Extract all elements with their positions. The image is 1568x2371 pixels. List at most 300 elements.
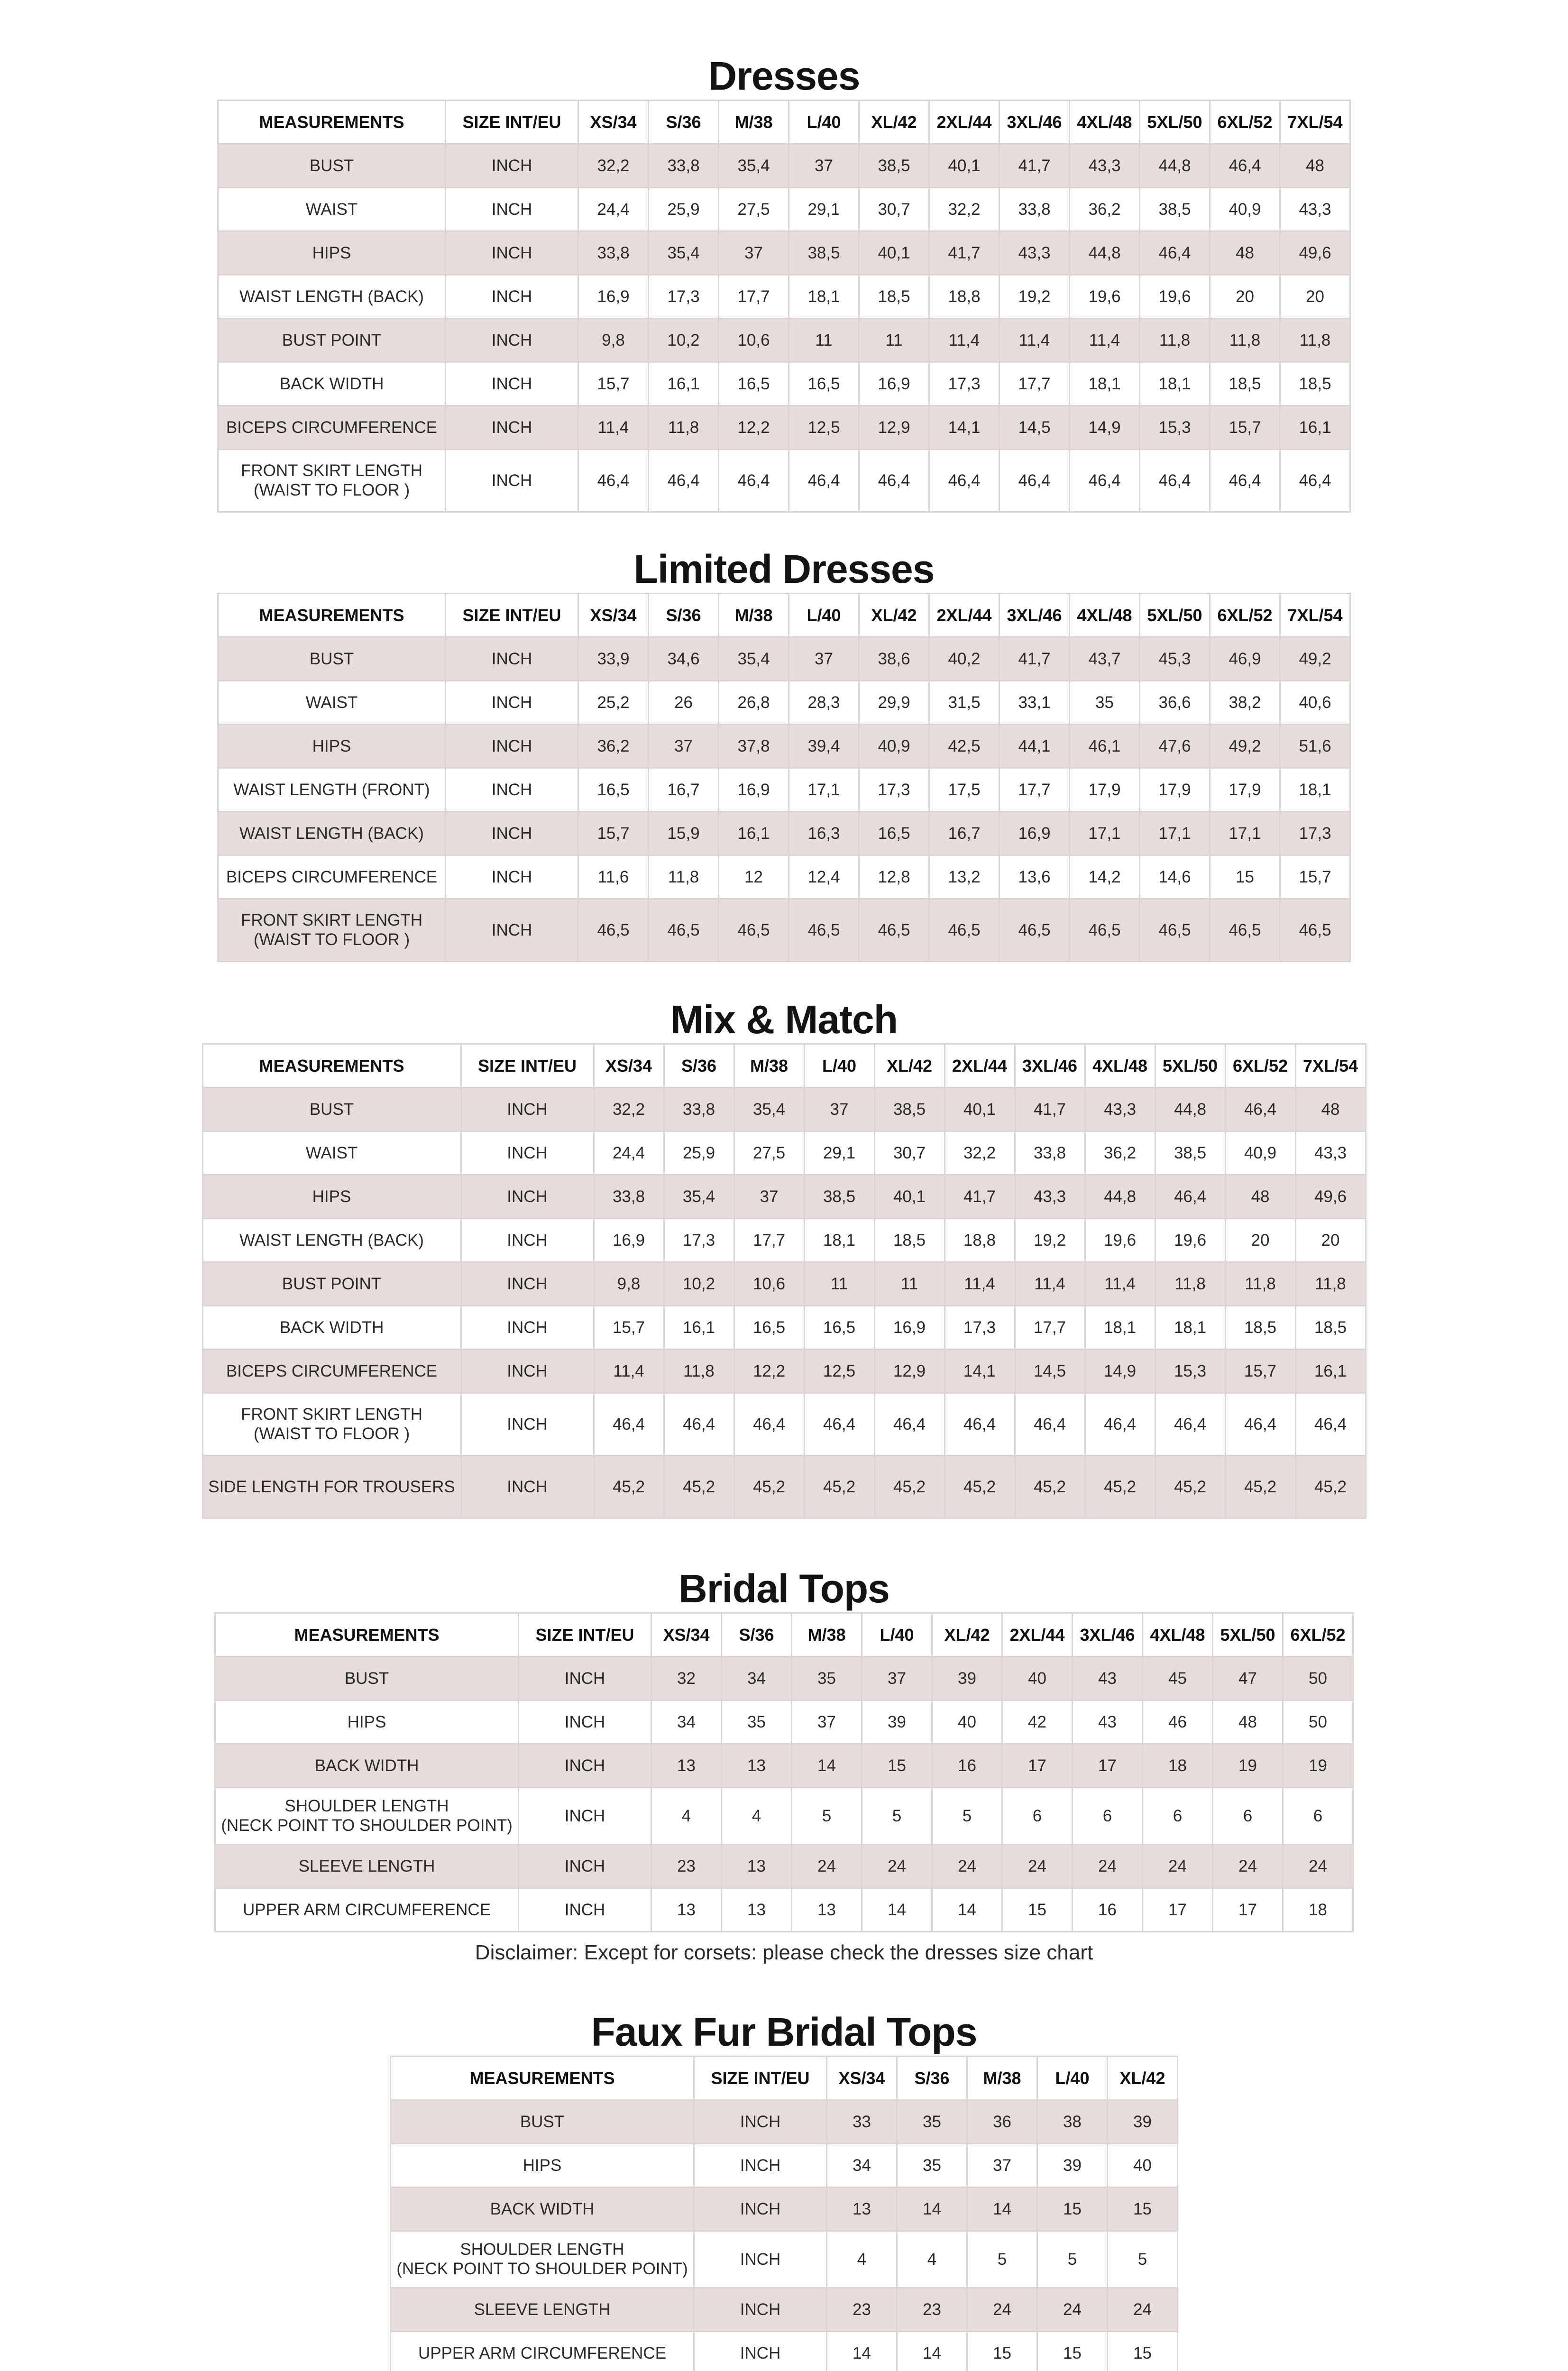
value-cell: 46,4 [1085, 1393, 1155, 1456]
value-cell: 11,4 [999, 319, 1070, 362]
value-cell: 24 [932, 1845, 1002, 1888]
table-row [215, 1788, 1353, 1845]
value-cell: 46,4 [874, 1393, 944, 1456]
measurement-label: SHOULDER LENGTH (NECK POINT TO SHOULDER POINT) [215, 1788, 519, 1845]
table-row [202, 1219, 1366, 1262]
value-cell: 9,8 [594, 1262, 664, 1306]
value-cell: 40,1 [859, 231, 929, 275]
value-cell: 17,7 [719, 275, 789, 319]
unit-cell: INCH [461, 1306, 594, 1350]
unit-cell: INCH [461, 1393, 594, 1456]
value-cell: 33,1 [999, 681, 1070, 725]
value-cell: 40,9 [859, 725, 929, 768]
value-cell: 49,2 [1210, 725, 1280, 768]
value-cell: 14 [792, 1744, 862, 1788]
measurement-label: HIPS [218, 725, 446, 768]
value-cell: 17,7 [1015, 1306, 1085, 1350]
value-cell: 41,7 [1015, 1088, 1085, 1131]
section-dresses [0, 52, 1568, 513]
value-cell: 37 [719, 231, 789, 275]
value-cell: 24 [1073, 1845, 1143, 1888]
value-cell: 5 [862, 1788, 932, 1845]
value-cell: 11,4 [1085, 1262, 1155, 1306]
value-cell: 37 [862, 1657, 932, 1700]
value-cell: 16,5 [734, 1306, 804, 1350]
value-cell: 50 [1283, 1657, 1353, 1700]
measurement-label: BUST [218, 637, 446, 681]
value-cell: 46,5 [1280, 899, 1350, 962]
value-cell: 45,2 [1015, 1456, 1085, 1518]
value-cell: 35 [897, 2144, 967, 2187]
value-cell: 18,5 [1225, 1306, 1295, 1350]
value-cell: 20 [1280, 275, 1350, 319]
value-cell: 11,8 [1155, 1262, 1225, 1306]
column-header: 3XL/46 [999, 594, 1070, 637]
column-header: M/38 [967, 2057, 1037, 2100]
value-cell: 35 [792, 1657, 862, 1700]
value-cell: 43,7 [1070, 637, 1140, 681]
value-cell: 17,7 [999, 362, 1070, 406]
value-cell: 20 [1210, 275, 1280, 319]
value-cell: 18,1 [1280, 768, 1350, 812]
size-table [217, 593, 1351, 962]
table-row [202, 1393, 1366, 1456]
table-row [202, 1131, 1366, 1175]
value-cell: 15 [967, 2332, 1037, 2371]
column-header: MEASUREMENTS [202, 1044, 461, 1088]
value-cell: 13 [827, 2187, 897, 2231]
value-cell: 15,7 [1225, 1350, 1295, 1393]
value-cell: 13 [651, 1744, 722, 1788]
value-cell: 20 [1295, 1219, 1366, 1262]
table-row [391, 2187, 1178, 2231]
measurement-label: FRONT SKIRT LENGTH (WAIST TO FLOOR ) [202, 1393, 461, 1456]
unit-cell: INCH [694, 2187, 827, 2231]
column-header: MEASUREMENTS [218, 594, 446, 637]
value-cell: 46,4 [944, 1393, 1015, 1456]
value-cell: 44,1 [999, 725, 1070, 768]
value-cell: 46,5 [719, 899, 789, 962]
value-cell: 39 [862, 1700, 932, 1744]
value-cell: 40,9 [1225, 1131, 1295, 1175]
value-cell: 46,4 [1140, 231, 1210, 275]
value-cell: 33,9 [578, 637, 649, 681]
value-cell: 35 [897, 2100, 967, 2144]
table-row [218, 637, 1350, 681]
header-row [218, 594, 1350, 637]
value-cell: 13 [722, 1845, 792, 1888]
measurement-label: BUST POINT [202, 1262, 461, 1306]
value-cell: 16,5 [789, 362, 859, 406]
value-cell: 19,6 [1070, 275, 1140, 319]
value-cell: 46,4 [789, 450, 859, 512]
column-header: L/40 [789, 101, 859, 144]
value-cell: 6 [1002, 1788, 1073, 1845]
value-cell: 17,3 [1280, 812, 1350, 855]
value-cell: 46,5 [649, 899, 719, 962]
column-header: 5XL/50 [1140, 594, 1210, 637]
table-row [391, 2231, 1178, 2288]
value-cell: 24 [1037, 2288, 1108, 2332]
value-cell: 12,5 [789, 406, 859, 450]
value-cell: 12,2 [719, 406, 789, 450]
value-cell: 13 [722, 1744, 792, 1788]
section-faux-fur-bridal-tops [0, 2008, 1568, 2371]
value-cell: 49,6 [1295, 1175, 1366, 1219]
value-cell: 46,4 [1225, 1393, 1295, 1456]
header-row [218, 101, 1350, 144]
value-cell: 45,2 [944, 1456, 1015, 1518]
section-title: Dresses [708, 54, 860, 98]
value-cell: 48 [1295, 1088, 1366, 1131]
table-row [215, 1700, 1353, 1744]
value-cell: 50 [1283, 1700, 1353, 1744]
unit-cell: INCH [461, 1456, 594, 1518]
value-cell: 37 [789, 637, 859, 681]
value-cell: 19,6 [1140, 275, 1210, 319]
table-row [218, 231, 1350, 275]
value-cell: 18,5 [859, 275, 929, 319]
value-cell: 43,3 [999, 231, 1070, 275]
value-cell: 48 [1210, 231, 1280, 275]
value-cell: 46,1 [1070, 725, 1140, 768]
value-cell: 5 [1037, 2231, 1108, 2288]
value-cell: 16,5 [859, 812, 929, 855]
value-cell: 43,3 [1295, 1131, 1366, 1175]
value-cell: 14,5 [1015, 1350, 1085, 1393]
value-cell: 32,2 [929, 188, 999, 231]
value-cell: 11,8 [649, 406, 719, 450]
column-header: 5XL/50 [1155, 1044, 1225, 1088]
value-cell: 46,5 [1140, 899, 1210, 962]
value-cell: 15 [1108, 2332, 1178, 2371]
value-cell: 16,5 [719, 362, 789, 406]
unit-cell: INCH [446, 768, 578, 812]
column-header: XS/34 [651, 1613, 722, 1657]
value-cell: 18,5 [1295, 1306, 1366, 1350]
value-cell: 46 [1143, 1700, 1213, 1744]
value-cell: 18,1 [1070, 362, 1140, 406]
section-title: Mix & Match [670, 997, 898, 1042]
value-cell: 41,7 [944, 1175, 1015, 1219]
value-cell: 38,6 [859, 637, 929, 681]
value-cell: 27,5 [734, 1131, 804, 1175]
unit-cell: INCH [446, 855, 578, 899]
section-title: Limited Dresses [633, 547, 935, 591]
value-cell: 47,6 [1140, 725, 1210, 768]
column-header: L/40 [1037, 2057, 1108, 2100]
measurement-label: WAIST LENGTH (BACK) [218, 812, 446, 855]
table-row [218, 768, 1350, 812]
value-cell: 33,8 [999, 188, 1070, 231]
value-cell: 5 [932, 1788, 1002, 1845]
value-cell: 40 [1002, 1657, 1073, 1700]
value-cell: 17 [1213, 1888, 1283, 1932]
value-cell: 43 [1073, 1657, 1143, 1700]
value-cell: 17,9 [1140, 768, 1210, 812]
value-cell: 44,8 [1155, 1088, 1225, 1131]
value-cell: 16,9 [999, 812, 1070, 855]
header-row [391, 2057, 1178, 2100]
value-cell: 24 [967, 2288, 1037, 2332]
section-bridal-tops [0, 1565, 1568, 1965]
column-header: L/40 [804, 1044, 874, 1088]
column-header: 2XL/44 [944, 1044, 1015, 1088]
value-cell: 23 [651, 1845, 722, 1888]
value-cell: 11,8 [1295, 1262, 1366, 1306]
value-cell: 11,4 [929, 319, 999, 362]
value-cell: 16,7 [649, 768, 719, 812]
value-cell: 46,9 [1210, 637, 1280, 681]
table-row [218, 319, 1350, 362]
column-header: 6XL/52 [1210, 101, 1280, 144]
value-cell: 33,8 [1015, 1131, 1085, 1175]
column-header: XS/34 [594, 1044, 664, 1088]
value-cell: 10,6 [719, 319, 789, 362]
value-cell: 11 [874, 1262, 944, 1306]
column-header: M/38 [734, 1044, 804, 1088]
unit-cell: INCH [519, 1744, 651, 1788]
value-cell: 24 [1213, 1845, 1283, 1888]
table-row [218, 725, 1350, 768]
value-cell: 17,9 [1210, 768, 1280, 812]
value-cell: 12 [719, 855, 789, 899]
value-cell: 17 [1002, 1744, 1073, 1788]
value-cell: 24 [1002, 1845, 1073, 1888]
value-cell: 15,7 [578, 362, 649, 406]
measurement-label: BICEPS CIRCUMFERENCE [218, 855, 446, 899]
column-header: S/36 [649, 101, 719, 144]
value-cell: 30,7 [874, 1131, 944, 1175]
value-cell: 16,1 [1295, 1350, 1366, 1393]
measurement-label: SLEEVE LENGTH [215, 1845, 519, 1888]
value-cell: 37,8 [719, 725, 789, 768]
measurement-label: BICEPS CIRCUMFERENCE [218, 406, 446, 450]
value-cell: 36 [967, 2100, 1037, 2144]
measurement-label: FRONT SKIRT LENGTH (WAIST TO FLOOR ) [218, 450, 446, 512]
column-header: M/38 [719, 594, 789, 637]
value-cell: 46,4 [929, 450, 999, 512]
value-cell: 18 [1143, 1744, 1213, 1788]
table-row [391, 2144, 1178, 2187]
column-header: SIZE INT/EU [694, 2057, 827, 2100]
value-cell: 15,7 [1210, 406, 1280, 450]
value-cell: 44,8 [1085, 1175, 1155, 1219]
value-cell: 43,3 [1015, 1175, 1085, 1219]
value-cell: 12,9 [874, 1350, 944, 1393]
value-cell: 16,7 [929, 812, 999, 855]
unit-cell: INCH [461, 1131, 594, 1175]
value-cell: 17 [1073, 1744, 1143, 1788]
measurement-label: BUST [391, 2100, 694, 2144]
value-cell: 11 [859, 319, 929, 362]
value-cell: 38,5 [1140, 188, 1210, 231]
column-header: 2XL/44 [929, 101, 999, 144]
value-cell: 49,6 [1280, 231, 1350, 275]
column-header: 2XL/44 [929, 594, 999, 637]
value-cell: 46,4 [1015, 1393, 1085, 1456]
value-cell: 11,4 [1015, 1262, 1085, 1306]
value-cell: 16,9 [874, 1306, 944, 1350]
value-cell: 18 [1283, 1888, 1353, 1932]
value-cell: 46,4 [1140, 450, 1210, 512]
column-header: 3XL/46 [1073, 1613, 1143, 1657]
value-cell: 17,7 [999, 768, 1070, 812]
value-cell: 42,5 [929, 725, 999, 768]
column-header: SIZE INT/EU [446, 101, 578, 144]
column-header: 7XL/54 [1280, 594, 1350, 637]
unit-cell: INCH [694, 2332, 827, 2371]
measurement-label: WAIST LENGTH (BACK) [202, 1219, 461, 1262]
value-cell: 36,2 [578, 725, 649, 768]
table-row [218, 450, 1350, 512]
value-cell: 40,1 [944, 1088, 1015, 1131]
column-header: 3XL/46 [1015, 1044, 1085, 1088]
value-cell: 37 [967, 2144, 1037, 2187]
value-cell: 19 [1283, 1744, 1353, 1788]
unit-cell: INCH [519, 1700, 651, 1744]
unit-cell: INCH [694, 2100, 827, 2144]
value-cell: 45,2 [1155, 1456, 1225, 1518]
table-row [218, 188, 1350, 231]
column-header: 5XL/50 [1140, 101, 1210, 144]
column-header: 6XL/52 [1210, 594, 1280, 637]
column-header: 4XL/48 [1085, 1044, 1155, 1088]
table-row [215, 1845, 1353, 1888]
value-cell: 24,4 [578, 188, 649, 231]
value-cell: 15 [1002, 1888, 1073, 1932]
value-cell: 46,4 [1155, 1393, 1225, 1456]
column-header: M/38 [792, 1613, 862, 1657]
value-cell: 35,4 [719, 144, 789, 188]
value-cell: 16,3 [789, 812, 859, 855]
value-cell: 48 [1213, 1700, 1283, 1744]
value-cell: 18,5 [1280, 362, 1350, 406]
table-row [391, 2100, 1178, 2144]
value-cell: 16,5 [578, 768, 649, 812]
value-cell: 49,2 [1280, 637, 1350, 681]
column-header: 7XL/54 [1295, 1044, 1366, 1088]
unit-cell: INCH [446, 406, 578, 450]
value-cell: 33,8 [594, 1175, 664, 1219]
table-row [215, 1657, 1353, 1700]
value-cell: 46,5 [1210, 899, 1280, 962]
value-cell: 45,2 [1225, 1456, 1295, 1518]
value-cell: 14,9 [1070, 406, 1140, 450]
value-cell: 15 [1037, 2332, 1108, 2371]
value-cell: 35,4 [664, 1175, 734, 1219]
unit-cell: INCH [446, 899, 578, 962]
measurement-label: WAIST LENGTH (BACK) [218, 275, 446, 319]
value-cell: 46,5 [578, 899, 649, 962]
value-cell: 24 [1108, 2288, 1178, 2332]
value-cell: 10,2 [649, 319, 719, 362]
measurement-label: BICEPS CIRCUMFERENCE [202, 1350, 461, 1393]
measurement-label: WAIST [202, 1131, 461, 1175]
value-cell: 47 [1213, 1657, 1283, 1700]
value-cell: 16,9 [578, 275, 649, 319]
value-cell: 24 [1143, 1845, 1213, 1888]
value-cell: 18,1 [789, 275, 859, 319]
value-cell: 32 [651, 1657, 722, 1700]
value-cell: 46,4 [1295, 1393, 1366, 1456]
section-title: Bridal Tops [679, 1566, 889, 1611]
value-cell: 46,4 [1210, 144, 1280, 188]
value-cell: 40 [1108, 2144, 1178, 2187]
column-header: XS/34 [578, 101, 649, 144]
value-cell: 17,3 [664, 1219, 734, 1262]
value-cell: 35,4 [734, 1088, 804, 1131]
value-cell: 11,4 [1070, 319, 1140, 362]
value-cell: 23 [827, 2288, 897, 2332]
measurement-label: BACK WIDTH [202, 1306, 461, 1350]
value-cell: 38,5 [874, 1088, 944, 1131]
measurement-label: UPPER ARM CIRCUMFERENCE [391, 2332, 694, 2371]
value-cell: 15 [1108, 2187, 1178, 2231]
value-cell: 31,5 [929, 681, 999, 725]
unit-cell: INCH [446, 144, 578, 188]
value-cell: 46,4 [734, 1393, 804, 1456]
value-cell: 35,4 [649, 231, 719, 275]
table-row [218, 275, 1350, 319]
value-cell: 15,7 [594, 1306, 664, 1350]
value-cell: 46,4 [804, 1393, 874, 1456]
value-cell: 18,5 [874, 1219, 944, 1262]
value-cell: 35,4 [719, 637, 789, 681]
value-cell: 48 [1225, 1175, 1295, 1219]
unit-cell: INCH [446, 812, 578, 855]
table-row [202, 1306, 1366, 1350]
value-cell: 15 [1210, 855, 1280, 899]
measurement-label: BACK WIDTH [218, 362, 446, 406]
value-cell: 18,1 [1155, 1306, 1225, 1350]
column-header: XL/42 [932, 1613, 1002, 1657]
value-cell: 11,8 [1140, 319, 1210, 362]
value-cell: 46,4 [649, 450, 719, 512]
value-cell: 37 [789, 144, 859, 188]
value-cell: 17,7 [734, 1219, 804, 1262]
measurement-label: UPPER ARM CIRCUMFERENCE [215, 1888, 519, 1932]
value-cell: 30,7 [859, 188, 929, 231]
value-cell: 39 [932, 1657, 1002, 1700]
section-mix-and-match [0, 996, 1568, 1519]
value-cell: 13 [792, 1888, 862, 1932]
value-cell: 45,2 [1295, 1456, 1366, 1518]
table-row [218, 899, 1350, 962]
value-cell: 48 [1280, 144, 1350, 188]
value-cell: 37 [804, 1088, 874, 1131]
value-cell: 37 [734, 1175, 804, 1219]
value-cell: 28,3 [789, 681, 859, 725]
value-cell: 45,2 [874, 1456, 944, 1518]
value-cell: 14,6 [1140, 855, 1210, 899]
value-cell: 40,2 [929, 637, 999, 681]
value-cell: 11,8 [1210, 319, 1280, 362]
column-header: 5XL/50 [1213, 1613, 1283, 1657]
value-cell: 39 [1037, 2144, 1108, 2187]
value-cell: 33,8 [664, 1088, 734, 1131]
value-cell: 5 [1108, 2231, 1178, 2288]
unit-cell: INCH [519, 1657, 651, 1700]
value-cell: 15,7 [1280, 855, 1350, 899]
value-cell: 12,2 [734, 1350, 804, 1393]
value-cell: 14,1 [944, 1350, 1015, 1393]
value-cell: 32,2 [594, 1088, 664, 1131]
value-cell: 18,8 [929, 275, 999, 319]
value-cell: 24 [1283, 1845, 1353, 1888]
value-cell: 36,6 [1140, 681, 1210, 725]
value-cell: 14 [827, 2332, 897, 2371]
